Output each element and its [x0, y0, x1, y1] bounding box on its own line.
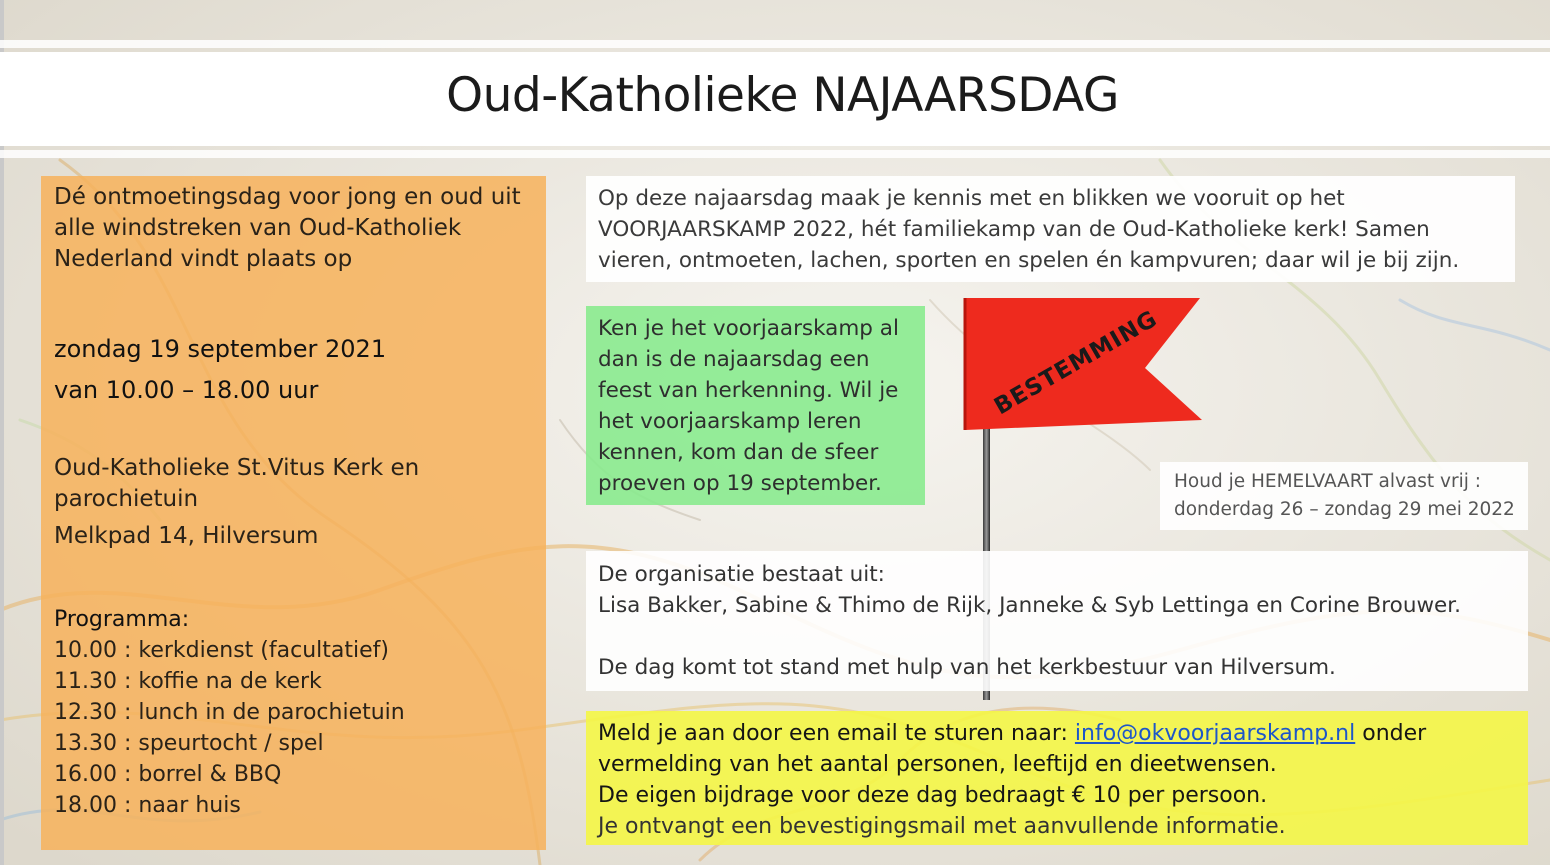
program-list	[54, 604, 534, 821]
signup-box	[586, 711, 1528, 845]
organisation-box	[586, 551, 1528, 691]
event-info-panel	[41, 176, 546, 850]
event-time: van 10.00 – 18.00 uur	[54, 376, 319, 404]
program-title: Programma:	[54, 607, 190, 632]
event-date: zondag 19 september 2021	[54, 335, 387, 363]
program-item: 16.00 : borrel & BBQ	[54, 762, 282, 787]
hemelvaart-box	[1160, 462, 1528, 530]
title-rule-bottom	[0, 150, 1550, 158]
program-item: 11.30 : koffie na de kerk	[54, 669, 322, 694]
flag-label: BESTEMMING	[990, 305, 1163, 421]
event-location: Oud-Katholieke St.Vitus Kerk en parochietuin	[54, 455, 420, 512]
recognition-box	[586, 306, 925, 505]
program-item: 18.00 : naar huis	[54, 793, 241, 818]
program-item: 10.00 : kerkdienst (facultatief)	[54, 638, 389, 663]
event-address: Melkpad 14, Hilversum	[54, 523, 319, 549]
signup-confirm: Je ontvangt een bevestigingsmail met aanvullende informatie.	[598, 814, 1286, 839]
signup-email-link[interactable]: info@okvoorjaarskamp.nl	[1074, 721, 1356, 746]
organisation-members: Lisa Bakker, Sabine & Thimo de Rijk, Janneke & Syb Lettinga en Corine Brouwer.	[598, 593, 1461, 618]
intro-text: Dé ontmoetingsdag voor jong en oud uit alle windstreken van Oud-Katholiek Nederland vindt plaats op	[54, 184, 521, 272]
organisation-support: De dag komt tot stand met hulp van het kerkbestuur van Hilversum.	[598, 655, 1336, 680]
page-title: Oud-Katholieke NAJAARSDAG	[446, 68, 1119, 123]
signup-fee: De eigen bijdrage voor deze dag bedraagt € 10 per persoon.	[598, 783, 1268, 808]
hemelvaart-line-2: donderdag 26 – zondag 29 mei 2022	[1174, 499, 1515, 520]
signup-before: Meld je aan door een email te sturen naar:	[598, 721, 1075, 746]
camp-intro-box	[586, 176, 1515, 282]
program-item: 12.30 : lunch in de parochietuin	[54, 700, 405, 725]
organisation-heading: De organisatie bestaat uit:	[598, 562, 885, 587]
signup-text	[598, 718, 1518, 780]
signup-after: onder vermelding van het aantal personen, leeftijd en dieetwensen.	[598, 721, 1427, 777]
camp-intro-text: Op deze najaarsdag maak je kennis met en blikken we vooruit op het VOORJAARSKAMP 2022, hét familiekamp van de Oud-Katholieke kerk! Samen vieren, ontmoeten, lachen, sporten en spelen én kampvuren; daar wil je bij zijn.	[598, 186, 1460, 273]
hemelvaart-line-1: Houd je HEMELVAART alvast vrij :	[1174, 471, 1481, 492]
title-rule-top	[0, 40, 1550, 48]
program-item: 13.30 : speurtocht / spel	[54, 731, 324, 756]
recognition-text: Ken je het voorjaarskamp al dan is de najaarsdag een feest van herkenning. Wil je het voorjaarskamp leren kennen, kom dan de sfeer proeven op 19 september.	[598, 316, 899, 496]
